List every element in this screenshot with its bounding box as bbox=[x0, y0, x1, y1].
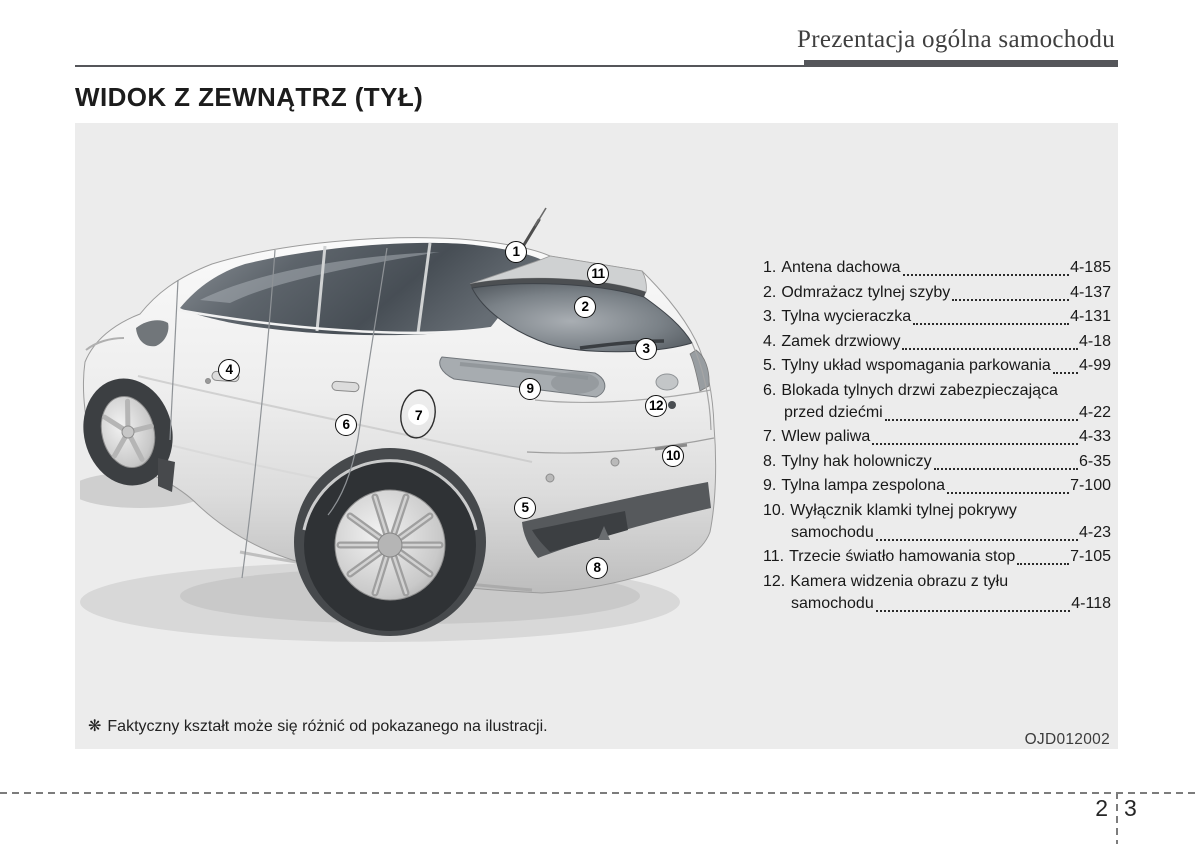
part-label: Odmrażacz tylnej szyby bbox=[781, 283, 951, 301]
part-number: 10. bbox=[763, 501, 786, 519]
page-number-page: 3 bbox=[1124, 795, 1137, 821]
callout-7: 7 bbox=[408, 404, 429, 425]
part-label: Wlew paliwa bbox=[781, 428, 871, 445]
footer-dashed-divider bbox=[1116, 792, 1118, 844]
dot-leader bbox=[876, 537, 1078, 541]
taillight-lens bbox=[551, 372, 599, 394]
dot-leader bbox=[872, 441, 1078, 445]
part-label: Blokada tylnych drzwi zabezpieczająca bbox=[781, 381, 1058, 399]
header-rule-thick bbox=[804, 60, 1118, 67]
callout-3: 3 bbox=[635, 338, 657, 360]
part-label: Zamek drzwiowy bbox=[781, 332, 901, 350]
dot-leader bbox=[903, 272, 1070, 276]
part-number: 11. bbox=[763, 548, 785, 565]
footer-dashed-rule bbox=[0, 792, 1200, 794]
callout-4: 4 bbox=[218, 359, 240, 381]
list-item bbox=[763, 282, 1111, 304]
part-page-ref: 4-185 bbox=[1070, 259, 1111, 276]
list-item bbox=[763, 355, 1111, 377]
part-label: Tylny układ wspomagania parkowania bbox=[781, 357, 1051, 374]
part-label: Trzecie światło hamowania stop bbox=[789, 548, 1016, 565]
part-page-ref: 4-131 bbox=[1070, 308, 1111, 325]
part-page-ref: 7-100 bbox=[1070, 477, 1111, 494]
part-label-line2: samochodu bbox=[791, 523, 874, 541]
callout-6: 6 bbox=[335, 414, 357, 436]
part-number: 7. bbox=[763, 428, 777, 445]
dot-leader bbox=[885, 417, 1078, 421]
callout-8: 8 bbox=[586, 557, 608, 579]
part-page-ref: 7-105 bbox=[1070, 548, 1111, 565]
part-number: 1. bbox=[763, 259, 777, 276]
chapter-header: Prezentacja ogólna samochodu bbox=[796, 26, 1115, 53]
list-item bbox=[763, 331, 1111, 353]
list-item bbox=[763, 451, 1111, 473]
part-label: Tylny hak holowniczy bbox=[781, 452, 932, 470]
asterisk-icon: ❋ bbox=[88, 718, 102, 735]
list-item bbox=[763, 306, 1111, 328]
part-page-ref: 4-23 bbox=[1078, 523, 1111, 541]
footnote-text: Faktyczny kształt może się różnić od pokazanego na ilustracji. bbox=[107, 718, 548, 735]
callout-9: 9 bbox=[519, 378, 541, 400]
part-number: 3. bbox=[763, 308, 777, 325]
part-page-ref: 4-137 bbox=[1070, 283, 1111, 301]
list-item bbox=[763, 475, 1111, 497]
part-label: Tylna lampa zespolona bbox=[781, 477, 945, 494]
part-page-ref: 4-22 bbox=[1078, 403, 1111, 421]
list-item bbox=[763, 257, 1111, 279]
callout-1: 1 bbox=[505, 241, 527, 263]
part-label: Kamera widzenia obrazu z tyłu bbox=[790, 572, 1009, 590]
part-page-ref: 6-35 bbox=[1078, 452, 1111, 470]
car-rear-view-drawing bbox=[80, 200, 740, 650]
figure-code: OJD012002 bbox=[1024, 731, 1110, 748]
part-label: Antena dachowa bbox=[781, 259, 901, 276]
list-item bbox=[763, 380, 1111, 424]
section-title: WIDOK Z ZEWNĄTRZ (TYŁ) bbox=[75, 82, 424, 112]
part-label-line2: samochodu bbox=[791, 594, 874, 612]
part-page-ref: 4-33 bbox=[1078, 428, 1111, 445]
brand-emblem bbox=[656, 374, 678, 390]
part-number: 6. bbox=[763, 381, 777, 399]
car-illustration bbox=[80, 200, 740, 650]
part-page-ref: 4-99 bbox=[1078, 357, 1111, 374]
list-item bbox=[763, 571, 1111, 615]
part-label-line2: przed dziećmi bbox=[784, 403, 883, 421]
callout-12: 12 bbox=[645, 395, 667, 417]
list-item bbox=[763, 500, 1111, 544]
dot-leader bbox=[947, 490, 1069, 494]
footnote bbox=[88, 716, 548, 736]
mud-flap bbox=[158, 458, 175, 492]
dot-leader bbox=[1017, 561, 1069, 565]
part-label: Wyłącznik klamki tylnej pokrywy bbox=[790, 501, 1017, 519]
parts-list bbox=[763, 257, 1111, 617]
list-item bbox=[763, 426, 1111, 448]
part-page-ref: 4-118 bbox=[1071, 594, 1111, 612]
part-number: 12. bbox=[763, 572, 786, 590]
part-number: 9. bbox=[763, 477, 777, 494]
dot-leader bbox=[934, 466, 1078, 470]
page-number-chapter: 2 bbox=[1095, 795, 1108, 821]
callout-10: 10 bbox=[662, 445, 684, 467]
list-item bbox=[763, 546, 1111, 568]
dot-leader bbox=[902, 346, 1077, 350]
part-number: 5. bbox=[763, 357, 777, 374]
callout-5: 5 bbox=[514, 497, 536, 519]
part-page-ref: 4-18 bbox=[1078, 332, 1111, 350]
part-label: Tylna wycieraczka bbox=[781, 308, 912, 325]
dot-leader bbox=[913, 321, 1069, 325]
dot-leader bbox=[876, 608, 1071, 612]
dot-leader bbox=[1053, 370, 1078, 374]
rear-camera-dot bbox=[668, 401, 676, 409]
callout-11: 11 bbox=[587, 263, 609, 285]
figure-box bbox=[75, 123, 1118, 749]
dot-leader bbox=[952, 297, 1069, 301]
part-number: 4. bbox=[763, 332, 777, 350]
callout-2: 2 bbox=[574, 296, 596, 318]
part-number: 8. bbox=[763, 452, 777, 470]
rear-wheel bbox=[294, 448, 486, 636]
part-number: 2. bbox=[763, 283, 777, 301]
